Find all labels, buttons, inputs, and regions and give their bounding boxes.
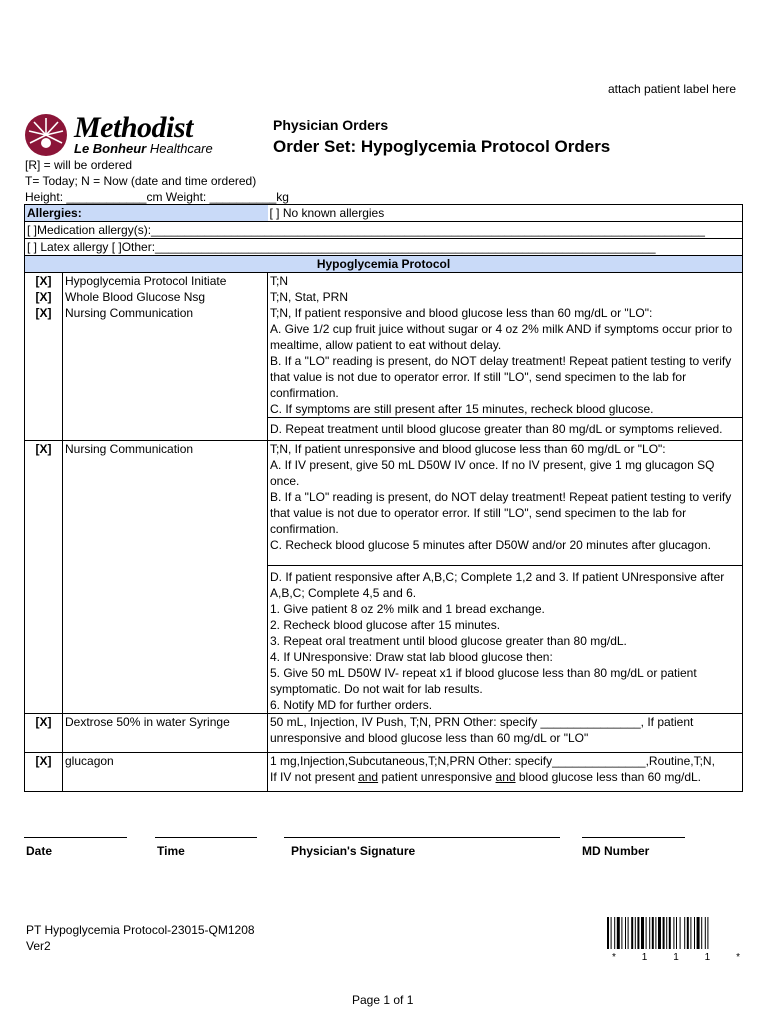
time-line[interactable] — [155, 837, 257, 838]
detail-line: T;N — [270, 274, 288, 288]
order-name: Dextrose 50% in water Syringe — [63, 714, 268, 753]
order-checkbox[interactable]: [X] — [25, 273, 63, 290]
detail-line: D. Repeat treatment until blood glucose greater than 80 mg/dL or symptoms relieved. — [270, 422, 723, 436]
barcode-char: * — [736, 952, 740, 963]
height-weight-line[interactable]: Height: ____________cm Weight: __________kg — [25, 190, 289, 204]
order-details — [268, 753, 743, 792]
legend-line: T= Today; N = Now (date and time ordered) — [25, 174, 257, 188]
order-checkbox — [25, 418, 63, 441]
order-checkbox[interactable]: [X] — [25, 441, 63, 566]
legend — [25, 157, 289, 205]
md-number-label: MD Number — [582, 844, 650, 858]
order-name: Whole Blood Glucose Nsg — [63, 289, 268, 305]
protocol-heading: Hypoglycemia Protocol — [25, 256, 743, 273]
order-checkbox[interactable]: [X] — [25, 753, 63, 792]
detail-line: 2. Recheck blood glucose after 15 minutes. — [270, 618, 501, 632]
medication-allergy-row — [25, 222, 743, 239]
md-number-line[interactable] — [582, 837, 685, 838]
detail-line: 5. Give 50 mL D50W IV- repeat x1 if blood glucose less than 80 mg/dL or patient symptomatic. Do not wait for lab results. — [270, 666, 697, 696]
footer — [26, 922, 255, 954]
legend-line: [R] = will be ordered — [25, 158, 133, 172]
order-row — [25, 418, 743, 441]
order-details — [268, 441, 743, 566]
date-line[interactable] — [24, 837, 127, 838]
detail-line: D. If patient responsive after A,B,C; Complete 1,2 and 3. If patient UNresponsive after A,B,C; Complete 4,5 and 6. — [270, 570, 725, 600]
barcode-char: 1 — [641, 952, 648, 963]
order-row — [25, 566, 743, 714]
date-label: Date — [26, 844, 53, 858]
order-details — [268, 305, 743, 418]
methodist-logo — [24, 113, 244, 157]
order-set-title: Order Set: Hypoglycemia Protocol Orders — [273, 137, 611, 156]
detail-line: B. If a "LO" reading is present, do NOT delay treatment! Repeat patient testing to verify that value is not due to operator error. If still "LO", send specimen to the lab for confirmation. — [270, 354, 732, 400]
signature-line[interactable] — [284, 837, 560, 838]
latex-other-row — [25, 239, 743, 256]
protocol-heading-row — [25, 256, 743, 273]
order-name: Nursing Communication — [63, 441, 268, 566]
detail-line: C. If symptoms are still present after 15 minutes, recheck blood glucose. — [270, 402, 654, 416]
detail-line: A. Give 1/2 cup fruit juice without sugar or 4 oz 2% milk AND if symptoms occur prior to mealtime, allow patient to eat without delay. — [270, 322, 733, 352]
detail-line: B. If a "LO" reading is present, do NOT delay treatment! Repeat patient testing to verify that value is not due to operator error. If still "LO", send specimen to the lab for confirmation. — [270, 490, 732, 536]
detail-line: If IV not present and patient unresponsive and blood glucose less than 60 mg/dL. — [270, 770, 702, 784]
barcode-char: 1 — [704, 952, 711, 963]
order-details — [268, 273, 743, 290]
form-id: PT Hypoglycemia Protocol-23015-QM1208 — [26, 923, 255, 937]
order-name: glucagon — [63, 753, 268, 792]
barcode-icon — [607, 917, 741, 949]
detail-line: T;N, If patient unresponsive and blood glucose less than 60 mg/dL or "LO": — [270, 442, 666, 456]
order-row — [25, 289, 743, 305]
detail-line: 6. Notify MD for further orders. — [270, 698, 433, 712]
order-checkbox[interactable]: [X] — [25, 305, 63, 418]
order-details — [268, 289, 743, 305]
order-checkbox[interactable]: [X] — [25, 714, 63, 753]
barcode-char: 1 — [673, 952, 679, 963]
order-name — [63, 418, 268, 441]
detail-line: T;N, Stat, PRN — [270, 290, 349, 304]
form-version: Ver2 — [26, 939, 51, 953]
order-row — [25, 273, 743, 290]
detail-line: 3. Repeat oral treatment until blood glucose greater than 80 mg/dL. — [270, 634, 627, 648]
allergies-row — [25, 205, 743, 222]
order-row — [25, 714, 743, 753]
detail-line: T;N, If patient responsive and blood glucose less than 60 mg/dL or "LO": — [270, 306, 653, 320]
protocol-body — [25, 273, 743, 753]
order-checkbox[interactable]: [X] — [25, 289, 63, 305]
detail-line: 1 mg,Injection,Subcutaneous,T;N,PRN Other: specify______________,Routine,T;N, — [270, 754, 715, 768]
latex-other-field[interactable]: [ ] Latex allergy [ ]Other:___________________________________________________________________________ — [25, 239, 743, 256]
logo-brand: Methodist — [74, 111, 193, 144]
medication-allergy-field[interactable]: [ ]Medication allergy(s):___________________________________________________________________________________ — [25, 222, 743, 239]
order-name: Hypoglycemia Protocol Initiate — [63, 273, 268, 290]
physician-signature-label: Physician's Signature — [291, 844, 416, 858]
detail-line: 1. Give patient 8 oz 2% milk and 1 bread exchange. — [270, 602, 545, 616]
page-number: Page 1 of 1 — [352, 993, 414, 1007]
order-name: Nursing Communication — [63, 305, 268, 418]
time-label: Time — [157, 844, 185, 858]
barcode-char: * — [612, 952, 616, 963]
detail-line: A. If IV present, give 50 mL D50W IV once. If no IV present, give 1 mg glucagon SQ once. — [270, 458, 715, 488]
detail-line: 4. If UNresponsive: Draw stat lab blood glucose then: — [270, 650, 553, 664]
order-details — [268, 418, 743, 441]
order-details — [268, 566, 743, 714]
allergies-label: Allergies: — [25, 205, 268, 222]
barcode-text — [612, 952, 740, 963]
orders-table — [24, 204, 743, 792]
order-row — [25, 441, 743, 566]
detail-line: 50 mL, Injection, IV Push, T;N, PRN Other: specify _______________, If patient unresponsive and blood glucose less than 60 mg/dL or "LO" — [270, 715, 694, 745]
detail-line: C. Recheck blood glucose 5 minutes after D50W and/or 20 minutes after glucagon. — [270, 538, 711, 552]
order-details — [268, 714, 743, 753]
attach-label: attach patient label here — [608, 82, 737, 96]
order-name — [63, 566, 268, 714]
order-row — [25, 305, 743, 418]
order-row — [25, 753, 743, 792]
logo-subtitle: Le Bonheur Healthcare — [74, 141, 213, 156]
no-known-allergies-checkbox[interactable]: [ ] No known allergies — [268, 205, 743, 222]
physician-orders-heading: Physician Orders — [273, 117, 389, 133]
order-checkbox — [25, 566, 63, 714]
methodist-emblem-icon — [24, 113, 68, 157]
